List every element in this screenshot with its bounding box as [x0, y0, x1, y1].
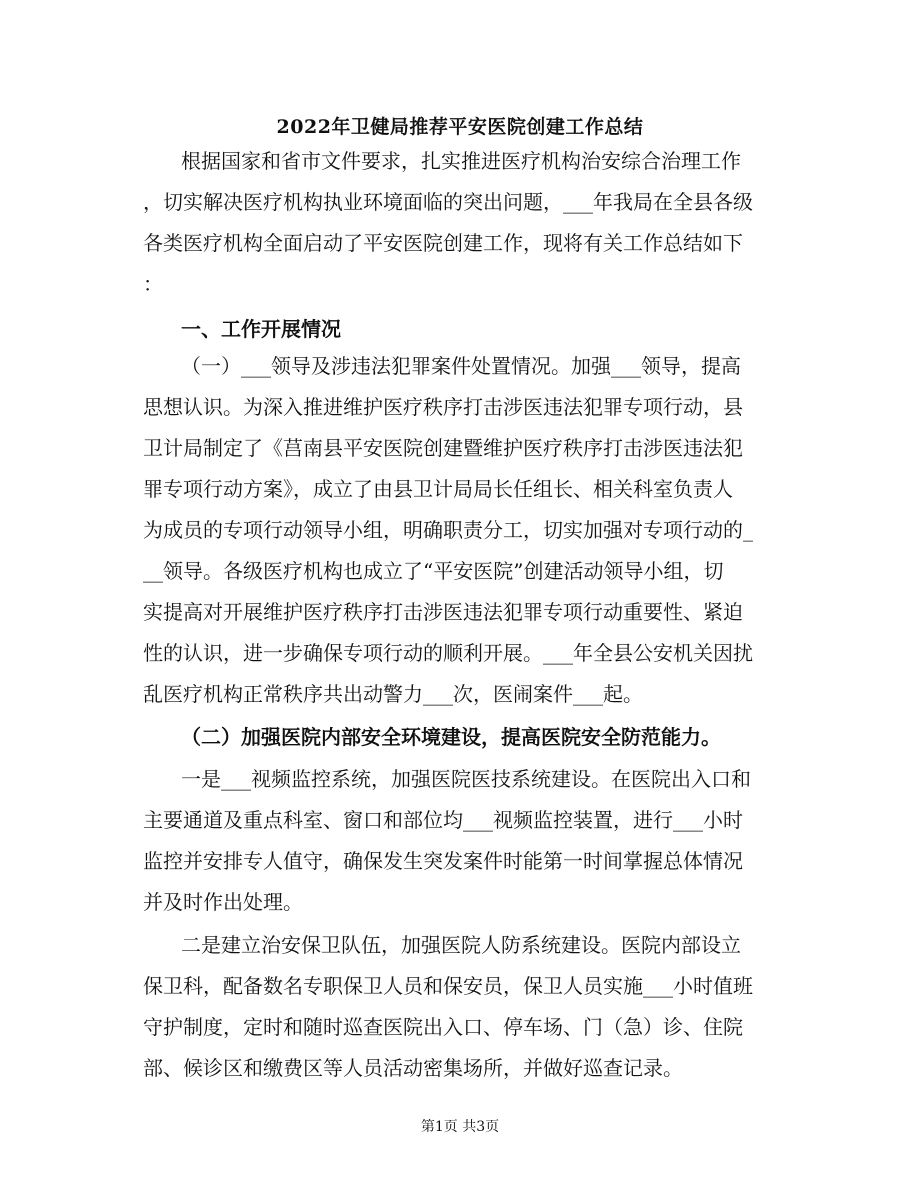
section-heading: 一、工作开展情况	[181, 317, 341, 341]
paragraph-line: 卫计局制定了《莒南县平安医院创建暨维护医疗秩序打击涉医违法犯	[143, 436, 743, 460]
paragraph-line: 根据国家和省市文件要求，扎实推进医疗机构治安综合治理工作	[181, 149, 741, 173]
paragraph-line: 保卫科，配备数名专职保卫人员和保安员，保卫人员实施___小时值班	[143, 974, 753, 998]
paragraph-line: ：	[143, 272, 163, 296]
paragraph-line: 二是建立治安保卫队伍，加强医院人防系统建设。医院内部设立	[181, 933, 741, 957]
paragraph-line: __领导。各级医疗机构也成立了“平安医院”创建活动领导小组，切	[143, 559, 724, 583]
paragraph-line: 罪专项行动方案》，成立了由县卫计局局长任组长、相关科室负责人	[143, 477, 733, 501]
paragraph-line: 性的认识，进一步确保专项行动的顺利开展。___年全县公安机关因扰	[143, 641, 753, 665]
document-title: 2022年卫健局推荐平安医院创建工作总结	[276, 116, 644, 138]
paragraph-line: 乱医疗机构正常秩序共出动警力___次，医闹案件___起。	[143, 682, 643, 706]
paragraph-line: ，切实解决医疗机构执业环境面临的突出问题，___年我局在全县各级	[143, 190, 753, 214]
paragraph-line: 各类医疗机构全面启动了平安医院创建工作，现将有关工作总结如下	[143, 231, 743, 255]
paragraph-line: 主要通道及重点科室、窗口和部位均___视频监控装置，进行___小时	[143, 808, 743, 832]
page-number-footer: 第1页 共3页	[420, 1119, 500, 1135]
paragraph-line: 一是___视频监控系统，加强医院医技系统建设。在医院出入口和	[181, 767, 751, 791]
paragraph-line: 守护制度，定时和随时巡查医院出入口、停车场、门（急）诊、住院	[143, 1015, 743, 1039]
paragraph-line: （一）___领导及涉违法犯罪案件处置情况。加强___领导，提高	[181, 354, 741, 378]
paragraph-line: 部、候诊区和缴费区等人员活动密集场所，并做好巡查记录。	[143, 1056, 683, 1080]
paragraph-line: 思想认识。为深入推进维护医疗秩序打击涉医违法犯罪专项行动，县	[143, 395, 743, 419]
paragraph-line: 实提高对开展维护医疗秩序打击涉医违法犯罪专项行动重要性、紧迫	[143, 600, 743, 624]
paragraph-line: 并及时作出处理。	[143, 890, 303, 914]
paragraph-line: 为成员的专项行动领导小组，明确职责分工，切实加强对专项行动的_	[143, 518, 753, 542]
subsection-heading: （二）加强医院内部安全环境建设，提高医院安全防范能力。	[181, 725, 721, 749]
paragraph-line: 监控并安排专人值守，确保发生突发案件时能第一时间掌握总体情况	[143, 849, 743, 873]
